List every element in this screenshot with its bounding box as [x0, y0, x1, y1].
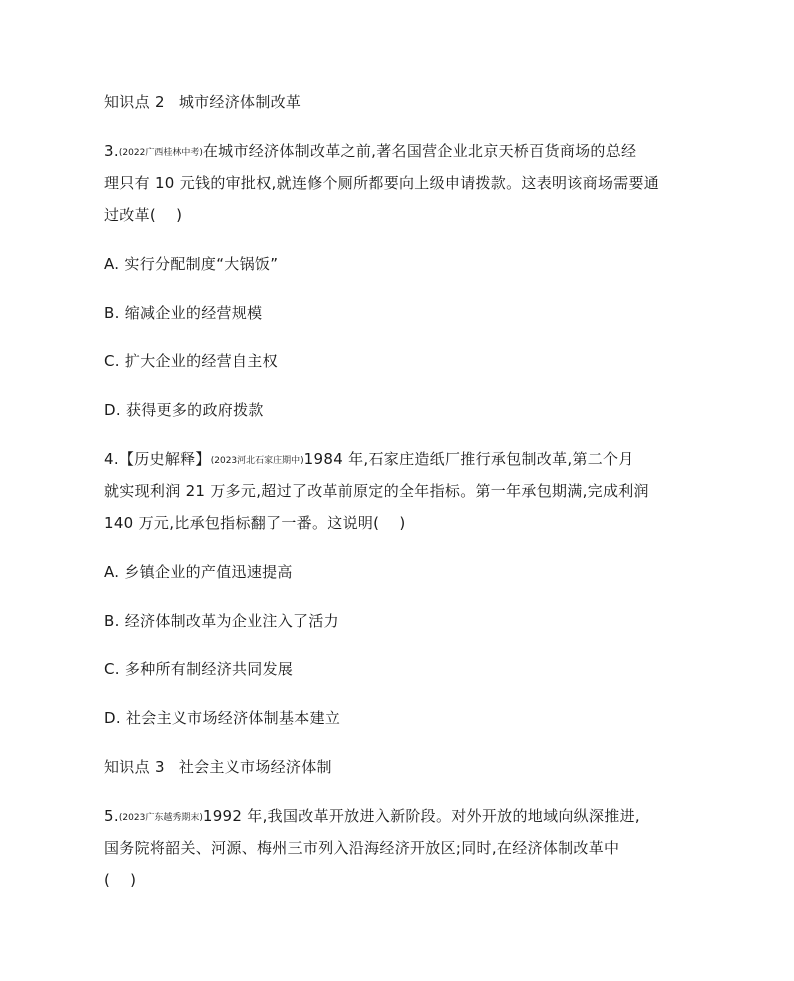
q3-option-c[interactable]: C. 扩大企业的经营自主权 [104, 352, 278, 370]
question-3-line-1 [104, 141, 694, 163]
question-3-line-2: 理只有 10 元钱的审批权,就连修个厕所都要向上级申请拨款。这表明该商场需要通 [104, 174, 660, 192]
question-3-line-3 [104, 205, 694, 225]
question-5-line-1 [104, 806, 694, 828]
answer-paren-close: ) [176, 206, 183, 224]
question-source: (2022广西桂林中考) [118, 148, 203, 158]
question-number: 4. [104, 450, 119, 468]
question-4-line-1 [104, 449, 694, 471]
question-tag: 【历史解释】 [118, 450, 211, 468]
q4-option-a[interactable]: A. 乡镇企业的产值迅速提高 [104, 563, 293, 581]
question-4-line-3 [104, 513, 694, 533]
q3-option-b[interactable]: B. 缩减企业的经营规模 [104, 304, 263, 322]
question-source: (2023河北石家庄期中) [210, 456, 304, 466]
section-title: 社会主义市场经济体制 [178, 758, 332, 776]
q3-option-a[interactable]: A. 实行分配制度“大锅饭” [104, 255, 279, 273]
answer-paren-open: ( [104, 871, 111, 889]
section-title: 城市经济体制改革 [178, 93, 302, 111]
section-heading-3 [104, 757, 694, 777]
question-text: 在城市经济体制改革之前,著名国营企业北京天桥百货商场的总经 [202, 142, 637, 160]
answer-paren-close: ) [399, 514, 406, 532]
question-text: 1984 年,石家庄造纸厂推行承包制改革,第二个月 [303, 450, 634, 468]
section-heading-2 [104, 92, 694, 112]
question-text: 过改革( [104, 206, 157, 224]
question-4-line-2: 就实现利润 21 万多元,超过了改革前原定的全年指标。第一年承包期满,完成利润 [104, 482, 649, 500]
question-source: (2023广东越秀期末) [118, 813, 203, 823]
q4-option-c[interactable]: C. 多种所有制经济共同发展 [104, 660, 294, 678]
q3-option-d[interactable]: D. 获得更多的政府拨款 [104, 401, 264, 419]
q4-option-d[interactable]: D. 社会主义市场经济体制基本建立 [104, 709, 341, 727]
answer-paren-close: ) [130, 871, 137, 889]
question-text: 140 万元,比承包指标翻了一番。这说明( [104, 514, 380, 532]
question-5-line-3 [104, 870, 694, 890]
question-number: 5. [104, 807, 119, 825]
q4-option-b[interactable]: B. 经济体制改革为企业注入了活力 [104, 612, 339, 630]
question-5-line-2: 国务院将韶关、河源、梅州三市列入沿海经济开放区;同时,在经济体制改革中 [104, 839, 620, 857]
question-text: 1992 年,我国改革开放进入新阶段。对外开放的地域向纵深推进, [202, 807, 640, 825]
question-number: 3. [104, 142, 119, 160]
section-label: 知识点 2 [104, 93, 165, 111]
section-label: 知识点 3 [104, 758, 165, 776]
